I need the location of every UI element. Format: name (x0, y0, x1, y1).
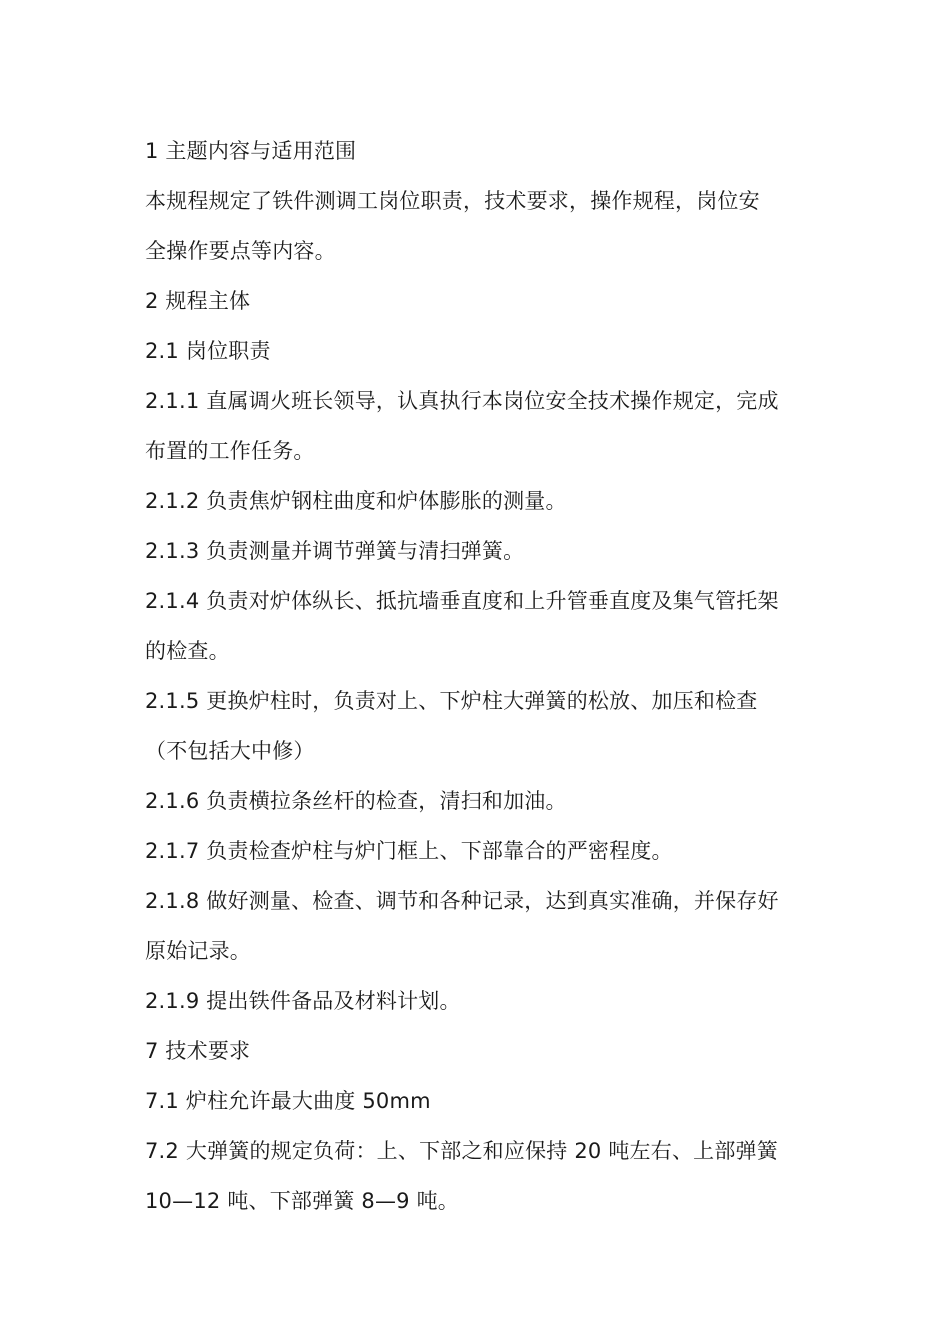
paragraph-line: 2.1.9 提出铁件备品及材料计划。 (145, 989, 461, 1013)
paragraph-line: 2.1.2 负责焦炉钢柱曲度和炉体膨胀的测量。 (145, 489, 567, 513)
paragraph-line: 2.1.6 负责横拉条丝杆的检查，清扫和加油。 (145, 789, 567, 813)
paragraph-line: 2.1.5 更换炉柱时，负责对上、下炉柱大弹簧的松放、加压和检查 (145, 689, 758, 713)
subsection-heading: 2.1 岗位职责 (145, 339, 271, 363)
section-heading: 1 主题内容与适用范围 (145, 139, 357, 163)
paragraph-line: 2.1.8 做好测量、检查、调节和各种记录，达到真实准确，并保存好 (145, 889, 779, 913)
paragraph-line: 10—12 吨、下部弹簧 8—9 吨。 (145, 1189, 459, 1213)
paragraph-line: 7.2 大弹簧的规定负荷：上、下部之和应保持 20 吨左右、上部弹簧 (145, 1139, 778, 1163)
paragraph-line: 的检查。 (145, 639, 230, 663)
paragraph-line: （不包括大中修） (145, 739, 315, 763)
paragraph-line: 2.1.1 直属调火班长领导，认真执行本岗位安全技术操作规定，完成 (145, 389, 779, 413)
paragraph-line: 7.1 炉柱允许最大曲度 50mm (145, 1089, 431, 1113)
paragraph-line: 全操作要点等内容。 (145, 239, 336, 263)
section-heading: 2 规程主体 (145, 289, 251, 313)
paragraph-line: 本规程规定了铁件测调工岗位职责，技术要求，操作规程，岗位安 (145, 189, 760, 213)
section-heading: 7 技术要求 (145, 1039, 251, 1063)
paragraph-line: 原始记录。 (145, 939, 251, 963)
document-body (145, 134, 825, 1234)
paragraph-line: 2.1.3 负责测量并调节弹簧与清扫弹簧。 (145, 539, 525, 563)
paragraph-line: 2.1.4 负责对炉体纵长、抵抗墙垂直度和上升管垂直度及集气管托架 (145, 589, 779, 613)
paragraph-line: 2.1.7 负责检查炉柱与炉门框上、下部靠合的严密程度。 (145, 839, 673, 863)
paragraph-line: 布置的工作任务。 (145, 439, 315, 463)
